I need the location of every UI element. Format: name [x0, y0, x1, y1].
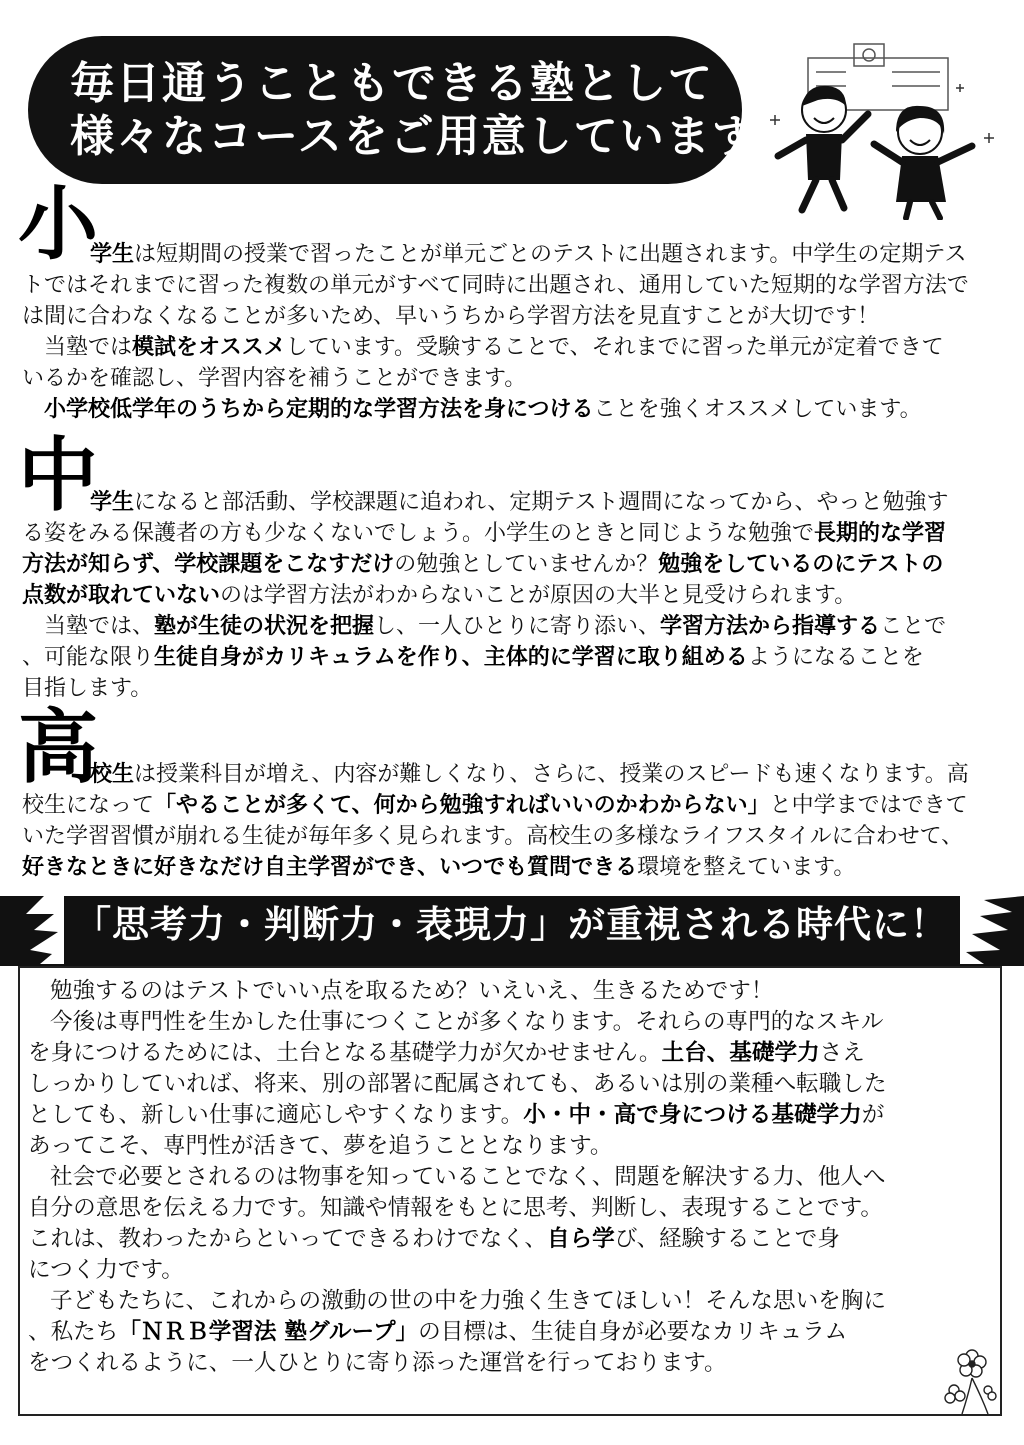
section-marker-elementary: 小 — [18, 178, 98, 271]
box-line-1: 勉強するのはテストでいい点を取るため？いえいえ、生きるためです！ — [50, 978, 774, 1004]
box-line-3: を身につけるためには、土台となる基礎学力が欠かせません。土台、基礎学力さえ — [28, 1040, 865, 1066]
middle-line-7: 目指します。 — [22, 676, 153, 701]
middle-lead: 学生 — [90, 490, 135, 515]
elementary-line-3: は間に合わなくなることが多いため、早いうちから学習方法を見直すことが大切です！ — [22, 304, 880, 329]
box-line-2: 今後は専門性を生かした仕事につくことが多くなります。それらの専門的なスキル — [50, 1009, 884, 1035]
flower-decoration-icon — [932, 1338, 1002, 1418]
box-line-13: をつくれるように、一人ひとりに寄り添った運営を行っております。 — [28, 1350, 727, 1376]
high-lead: 校生 — [90, 762, 135, 787]
section-marker-middle: 中 — [18, 429, 98, 522]
school-building-and-students-icon — [756, 40, 1006, 220]
box-line-6: あってこそ、専門性が活きて、夢を追うこととなります。 — [28, 1133, 613, 1159]
middle-line-6: 、可能な限り生徒自身がカリキュラムを作り、主体的に学習に取り組めるようになることを — [22, 645, 924, 670]
high-line-2: 校生になって「やることが多くて、何から勉強すればいいのかわからない」と中学まではできて — [22, 793, 968, 818]
elementary-line-6: 小学校低学年のうちから定期的な学習方法を身につけることを強くオススメしています。 — [44, 397, 922, 422]
box-line-10: につく力です。 — [28, 1257, 184, 1283]
middle-line-2: る姿をみる保護者の方も少なくないでしょう。小学生のときと同じような勉強で長期的な学習 — [22, 521, 947, 546]
middle-line-1: 学生になると部活動、学校課題に追われ、定期テスト週間になってから、やっと勉強す — [90, 490, 949, 515]
header-title-line-2: 様々なコースをご用意しています — [70, 111, 758, 162]
middle-line-5: 当塾では、塾が生徒の状況を把握し、一人ひとりに寄り添い、学習方法から指導することで — [44, 614, 947, 639]
header-title-line-1: 毎日通うこともできる塾として — [70, 58, 714, 109]
box-line-9: これは、教わったからといってできるわけでなく、自ら学び、経験することで身 — [28, 1226, 840, 1252]
box-line-8: 自分の意思を伝える力です。知識や情報をもとに思考、判断し、表現することです。 — [28, 1195, 883, 1221]
high-line-3: いた学習習慣が崩れる生徒が毎年多く見られます。高校生の多様なライフスタイルに合わせて、 — [22, 824, 964, 849]
box-line-4: しっかりしていれば、将来、別の部署に配属されても、あるいは別の業種へ転職した — [28, 1071, 887, 1097]
elementary-line-4: 当塾では模試をオススメしています。受験することで、それまでに習った単元が定着できて — [44, 335, 944, 360]
box-line-11: 子どもたちに、これからの激動の世の中を力強く生きてほしい！そんな思いを胸に — [50, 1288, 886, 1314]
box-line-7: 社会で必要とされるのは物事を知っていることでなく、問題を解決する力、他人へ — [50, 1164, 886, 1190]
middle-line-3: 方法が知らず、学校課題をこなすだけの勉強としていませんか？勉強をしているのにテストの — [22, 552, 944, 577]
elementary-line-1: 学生は短期間の授業で習ったことが単元ごとのテストに出題されます。中学生の定期テス — [90, 242, 967, 267]
high-line-4: 好きなときに好きなだけ自主学習ができ、いつでも質問できる環境を整えています。 — [22, 855, 856, 880]
elementary-line-5: いるかを確認し、学習内容を補うことができます。 — [22, 366, 527, 391]
section-marker-high: 高 — [18, 701, 98, 794]
box-line-12: 、私たち「ＮＲＢ学習法 塾グループ」の目標は、生徒自身が必要なカリキュラム — [28, 1319, 848, 1345]
elementary-lead: 学生 — [90, 242, 135, 267]
high-line-1: 校生は授業科目が増え、内容が難しくなり、さらに、授業のスピードも速くなります。高 — [90, 762, 969, 787]
banner-title: 「思考力・判断力・表現力」が重視される時代に！ — [74, 903, 948, 946]
middle-line-4: 点数が取れていないのは学習方法がわからないことが原因の大半と見受けられます。 — [22, 583, 857, 608]
box-line-5: としても、新しい仕事に適応しやすくなります。小・中・高で身につける基礎学力が — [28, 1102, 885, 1128]
elementary-line-2: トではそれまでに習った複数の単元がすべて同時に出題され、通用していた短期的な学習方法で — [22, 273, 969, 298]
